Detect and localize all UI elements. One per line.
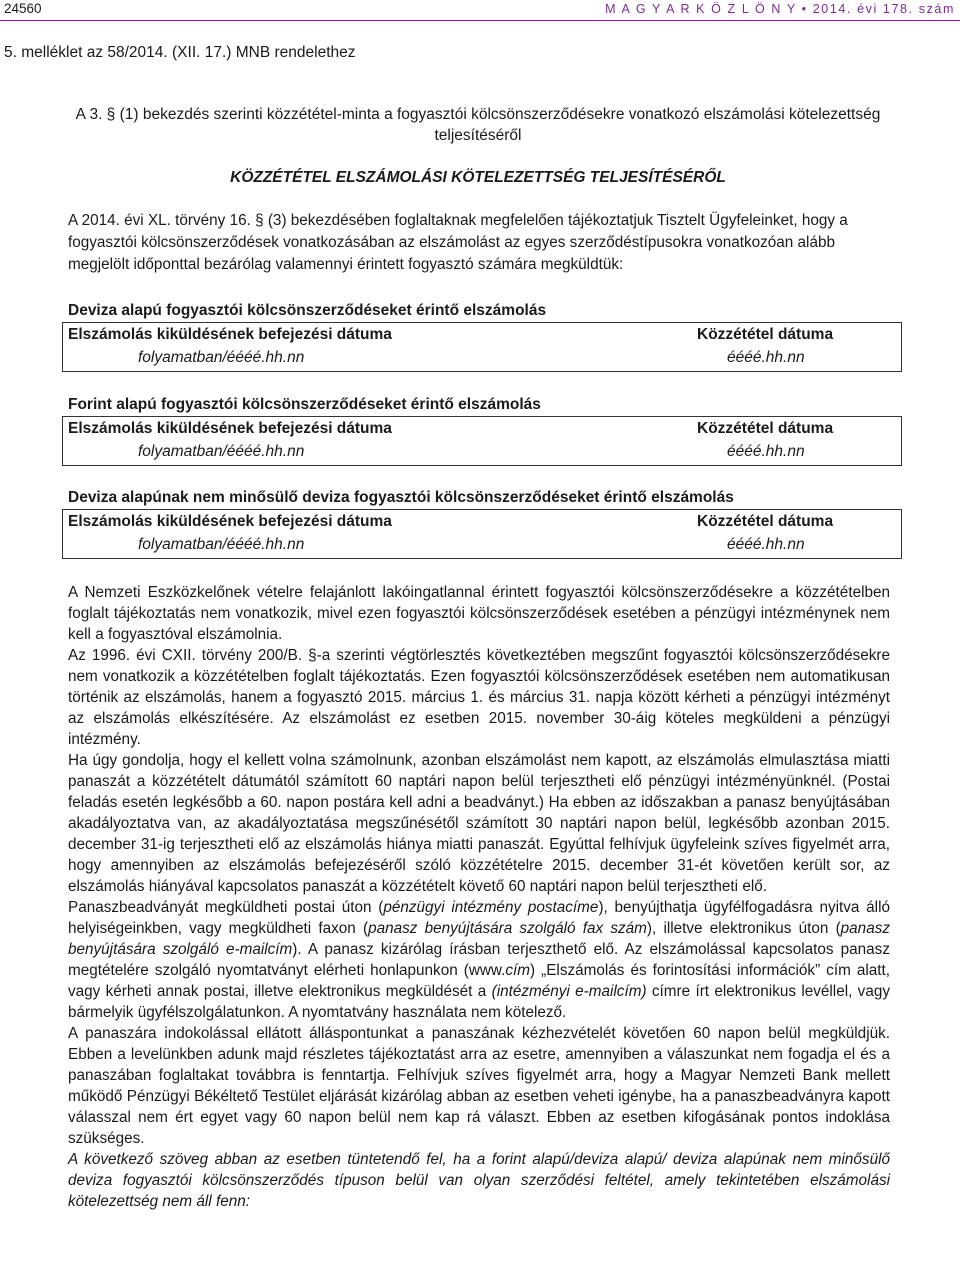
section-title-deviza: Deviza alapú fogyasztói kölcsönszerződéseket érintő elszámolás — [68, 302, 547, 319]
paragraph-response: A panaszára indokolással ellátott álláspontunkat a panaszának kézhezvételét követően 60 napon belül megküldjük. Ebben a levelünkben adunk majd részletes tájékoztatást arra az esetre, amennyiben a válaszunkat nem fogadja el és a panaszában foglaltakat továbbra is fenntartja. Felhívjuk szíves figyelmét arra, hogy a Magyar Nemzeti Bank mellett működő Pénzügyi Békéltető Testület eljárását kizárólag abban az esetben veheti igénybe, ha a panaszbeadványra kapott válasszal nem ért egyet vagy 60 napon belül nem kap rá választ. Ebben az esetben kifogásának pontos indoklása szükséges. — [68, 1025, 890, 1147]
intro-text: A 3. § (1) bekezdés szerinti közzététel-minta a fogyasztói kölcsönszerződésekre vonatkozó elszámolási kötelezettség teljesítéséről — [75, 106, 881, 144]
paragraph-conditional-note: A következő szöveg abban az esetben tüntetendő fel, ha a forint alapú/deviza alapú/ deviza alapúnak nem minősülő deviza fogyasztói kölcsönszerződés típuson belül van olyan szerződési feltétel, amely tekintetében elszámolási kötelezettség nem áll fenn: — [68, 1151, 890, 1210]
text-segment: ) „Elszámolás és forintosítási információk” cím alatt, vagy kérheti annak postai, illetve elektronikus megküldését a — [68, 962, 890, 1000]
text-segment: ), illetve elektronikus úton ( — [646, 920, 841, 937]
paragraph-complaint-channels — [68, 897, 890, 1023]
placeholder-institution-email: (intézményi e-mailcím) — [491, 983, 647, 1000]
header-settlement-end-date: Elszámolás kiküldésének befejezési dátuma — [68, 420, 392, 437]
paragraph-vegtorlesztes: Az 1996. évi CXII. törvény 200/B. §-a szerinti végtörlesztés következtében megszűnt fogyasztói kölcsönszerződésekre nem vonatkozik a közzétételben foglalt tájékoztatás. Ezen fogyasztói kölcsönszerződések esetében nem automatikusan történik az elszámolás, hanem a fogyasztó 2015. március 1. és március 31. napja között kérheti a pénzügyi intézményt az elszámolás elkészítésére. Az elszámolást ez esetben 2015. november 30-áig köteles megküldeni a pénzügyi intézmény. — [68, 647, 890, 748]
journal-title: M A G Y A R K Ö Z L Ö N Y • 2014. évi 178. szám — [605, 2, 955, 16]
settlement-table-forint — [62, 416, 902, 466]
text-segment: címre írt elektronikus levéllel, vagy bármelyik ügyfélszolgálatunkon. A nyomtatvány használata nem kötelező. — [68, 983, 890, 1021]
header-rule — [0, 20, 960, 21]
lead-paragraph: A 2014. évi XL. törvény 16. § (3) bekezdésében foglaltaknak megfelelően tájékoztatjuk Tisztelt Ügyfeleinket, hogy a fogyasztói kölcsönszerződések vonatkozásában az elszámolást az egyes szerződéstípusokra vonatkozóan alább megjelölt időponttal bezárólag valamennyi érintett fogyasztó számára megküldtük: — [68, 212, 848, 273]
text-segment: ). A panasz kizárólag írásban terjeszthető elő. Az elszámolással kapcsolatos panasz megtételére szolgáló nyomtatványt elérheti honlapunkon (www. — [68, 941, 890, 979]
value-publication-date: éééé.hh.nn — [727, 349, 805, 366]
settlement-table-deviza — [62, 322, 902, 372]
annex-line: 5. melléklet az 58/2014. (XII. 17.) MNB rendelethez — [4, 44, 356, 61]
value-settlement-end-date: folyamatban/éééé.hh.nn — [138, 443, 305, 460]
header-settlement-end-date: Elszámolás kiküldésének befejezési dátuma — [68, 513, 392, 530]
header-publication-date: Közzététel dátuma — [697, 326, 834, 343]
value-settlement-end-date: folyamatban/éééé.hh.nn — [138, 536, 305, 553]
header-settlement-end-date: Elszámolás kiküldésének befejezési dátuma — [68, 326, 392, 343]
placeholder-website: cím — [505, 962, 531, 979]
body-text — [68, 582, 890, 1212]
value-publication-date: éééé.hh.nn — [727, 536, 805, 553]
placeholder-postal-address: pénzügyi intézmény postacíme — [383, 899, 599, 916]
placeholder-fax-number: panasz benyújtására szolgáló fax szám — [368, 920, 647, 937]
section-title-non-deviza: Deviza alapúnak nem minősülő deviza fogyasztói kölcsönszerződéseket érintő elszámolás — [68, 489, 734, 506]
document-title: KÖZZÉTÉTEL ELSZÁMOLÁSI KÖTELEZETTSÉG TELJESÍTÉSÉRŐL — [230, 169, 726, 186]
text-segment: ), benyújthatja ügyfélfogadásra nyitva álló helyiségeinkben, vagy megküldheti faxon ( — [68, 899, 890, 937]
value-publication-date: éééé.hh.nn — [727, 443, 805, 460]
page-number: 24560 — [4, 1, 42, 16]
header-publication-date: Közzététel dátuma — [697, 513, 834, 530]
header-publication-date: Közzététel dátuma — [697, 420, 834, 437]
section-title-forint: Forint alapú fogyasztói kölcsönszerződéseket érintő elszámolás — [68, 396, 541, 413]
placeholder-email: panasz benyújtására szolgáló e-mailcím — [68, 920, 890, 958]
settlement-table-non-deviza — [62, 509, 902, 559]
paragraph-complaint-deadline: Ha úgy gondolja, hogy el kellett volna számolnunk, azonban elszámolást nem kapott, az elszámolás elmulasztása miatti panaszát a közzétételt dátumától számított 60 naptári napon belül terjesztheti elő pénzügyi intézményünknél. (Postai feladás esetén legkésőbb a 60. napon postára kell adni a beadványt.) Ha ebben az időszakban a panasz benyújtásában akadályoztatva van, az akadályoztatása megszűnésétől számított 30 naptári napon belül, legkésőbb azonban 2015. december 31-ig terjesztheti elő az elszámolás hiánya miatti panaszát. Egyúttal felhívjuk ügyfeleink szíves figyelmét arra, hogy amennyiben az elszámolás befejezéséről szóló közzétételre 2015. december 31-ét követően került sor, az elszámolás hiányával kapcsolatos panaszát a közzétételt követő 60 naptári napon belül terjesztheti elő. — [68, 752, 890, 895]
page-header — [0, 0, 960, 22]
text-segment: Panaszbeadványát megküldheti postai úton ( — [68, 899, 384, 916]
paragraph-nemzeti-eszkozkezelo: A Nemzeti Eszközkelőnek vételre felajánlott lakóingatlannal érintett fogyasztói kölcsönszerződésekre a közzétételben foglalt tájékoztatás nem vonatkozik, mivel ezen fogyasztói kölcsönszerződések esetében a pénzügyi intézménynek nem kell a fogyasztóval elszámolnia. — [68, 584, 890, 643]
value-settlement-end-date: folyamatban/éééé.hh.nn — [138, 349, 305, 366]
